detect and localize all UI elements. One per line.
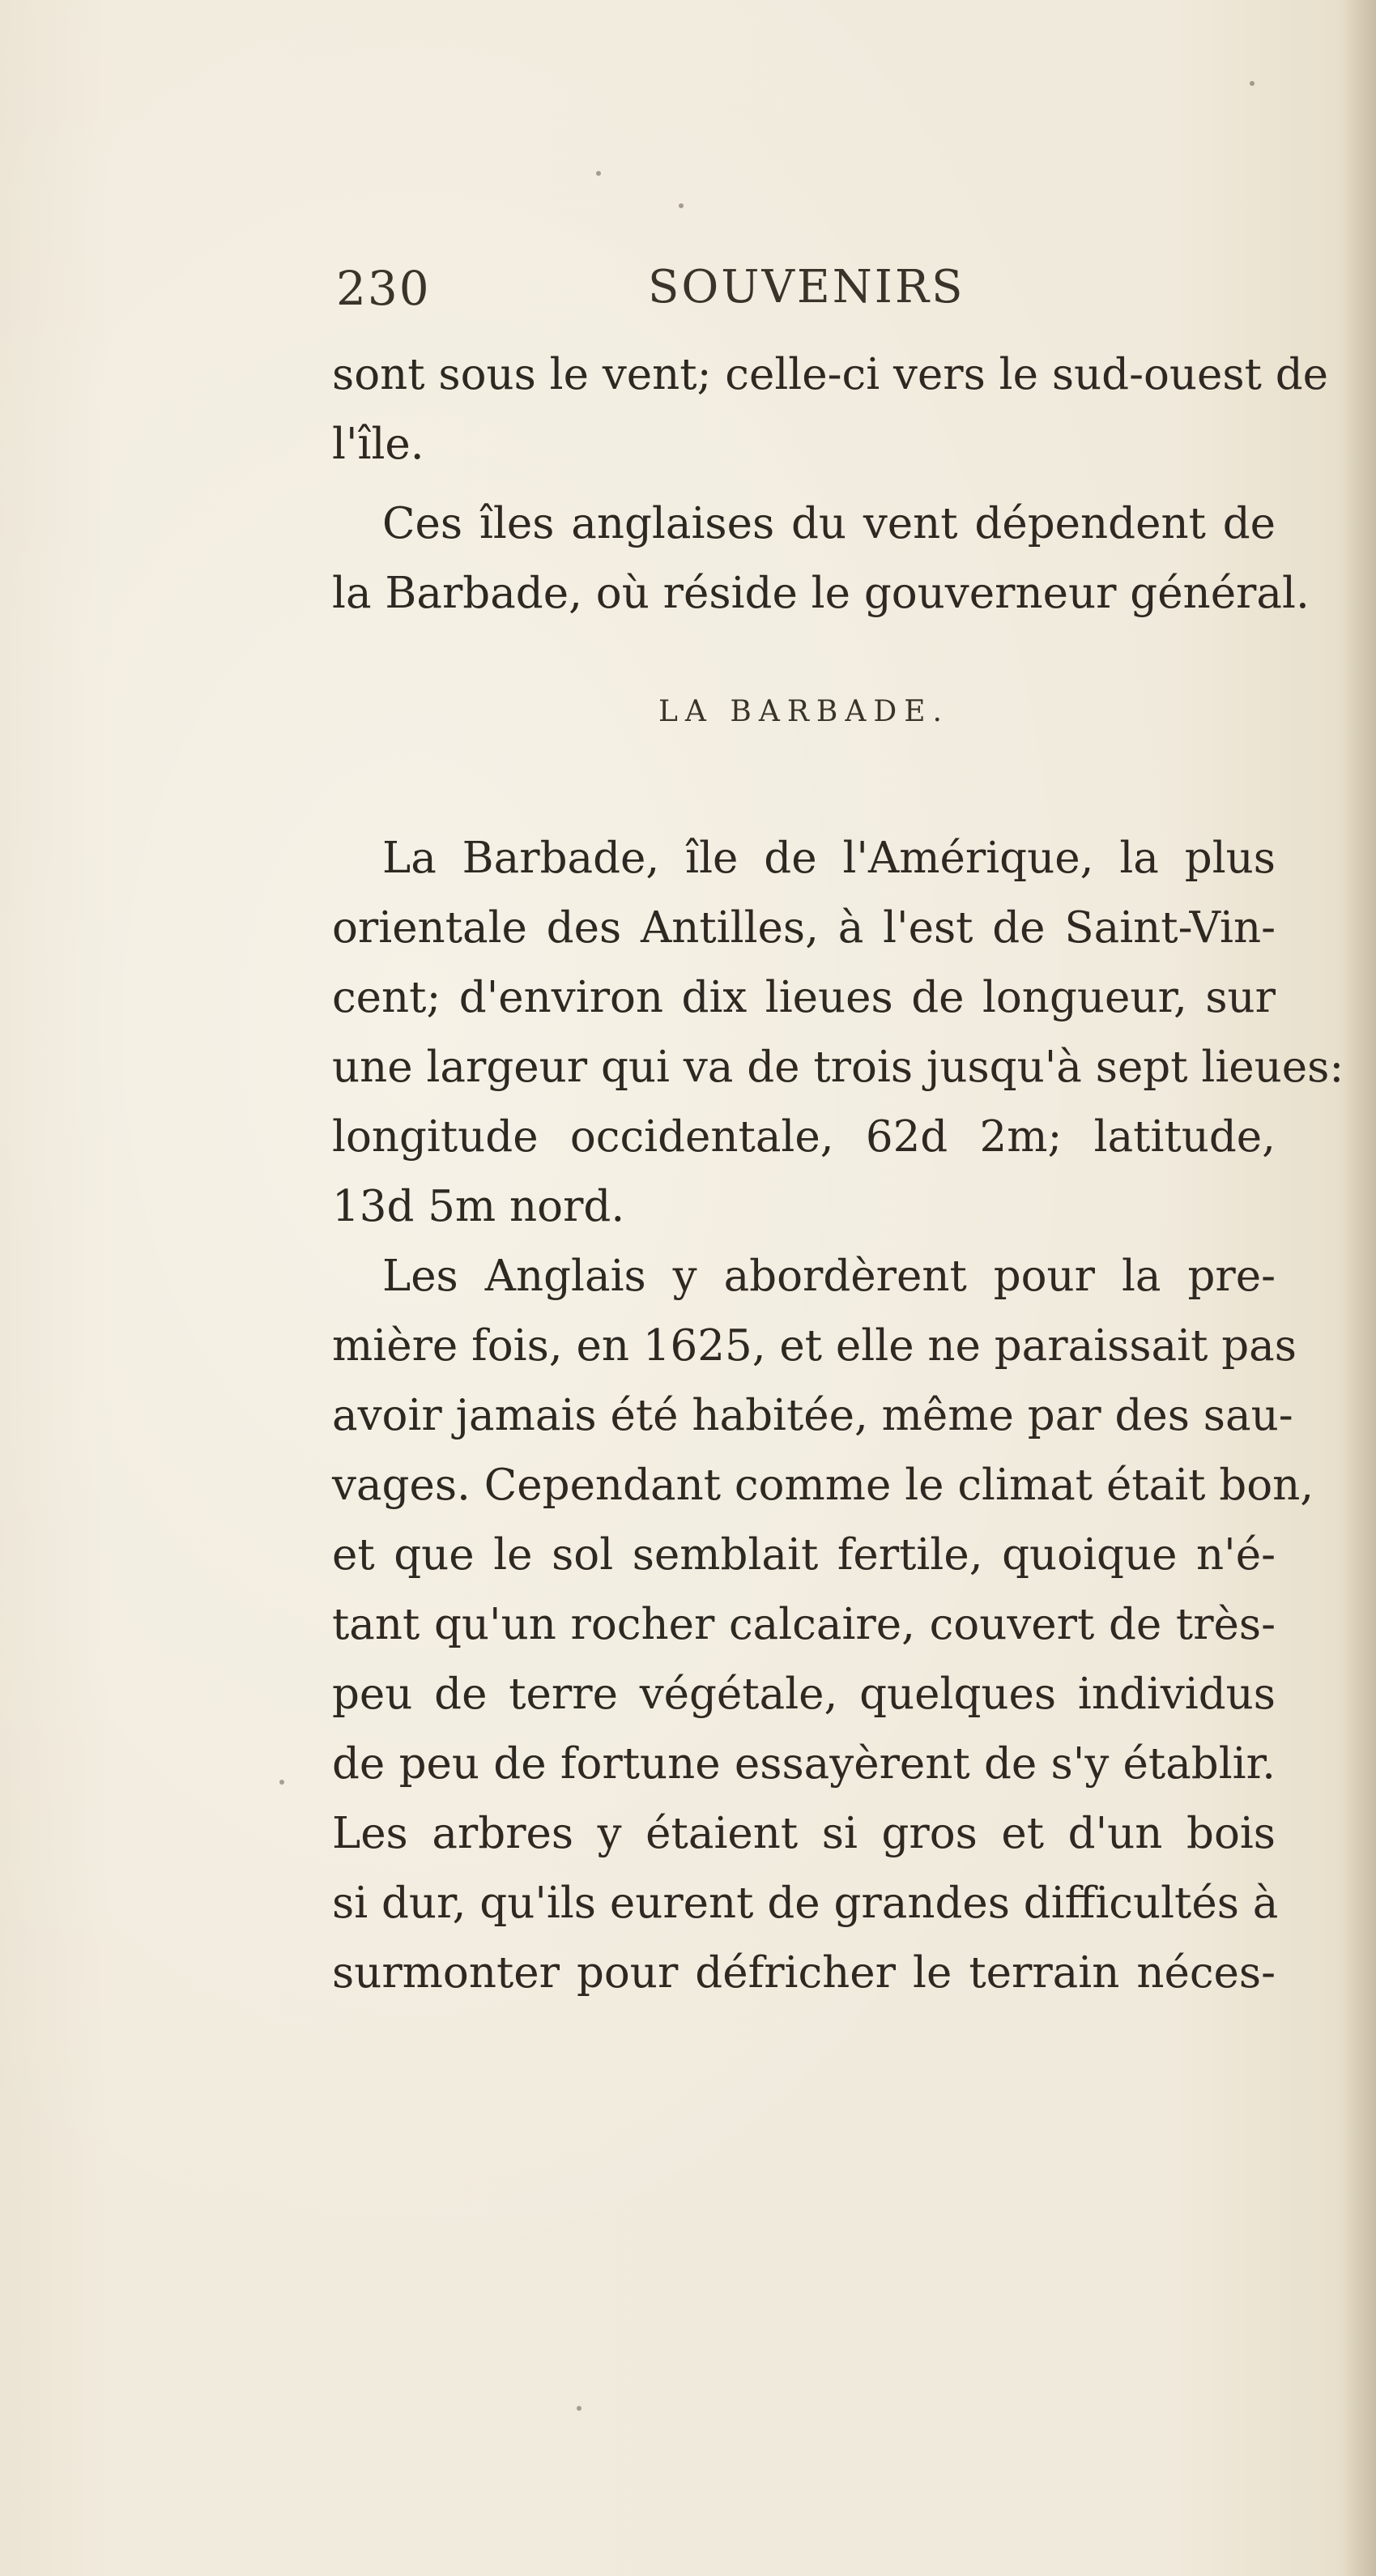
foxing-speck [596, 171, 601, 176]
text-line: si dur, qu'ils eurent de grandes difficultés à [332, 1879, 1279, 1928]
main-text [332, 824, 1344, 2008]
page-edge-shadow [1344, 0, 1376, 2576]
text-line: l'île. [332, 420, 424, 469]
text-line: tant qu'un rocher calcaire, couvert de très- [332, 1600, 1276, 1649]
text-line: de peu de fortune essayèrent de s'y établir. [332, 1739, 1276, 1789]
running-head [320, 261, 1267, 326]
text-line: cent; d'environ dix lieues de longueur, sur [332, 973, 1276, 1022]
text-line: longitude occidentale, 62d 2m; latitude, [332, 1112, 1276, 1162]
text-line: vages. Cependant comme le climat était bon, [332, 1461, 1314, 1510]
section-heading: LA BARBADE. [658, 695, 949, 728]
text-line: Les Anglais y abordèrent pour la pre- [382, 1252, 1276, 1301]
running-title: SOUVENIRS [648, 261, 965, 313]
opening-text [332, 340, 1329, 629]
text-line: Ces îles anglaises du vent dépendent de [382, 499, 1276, 548]
foxing-speck [679, 203, 684, 208]
text-line: et que le sol semblait fertile, quoique n'é- [332, 1530, 1276, 1580]
foxing-speck [1250, 81, 1255, 86]
foxing-speck [279, 1780, 284, 1785]
text-line: surmonter pour défricher le terrain néces- [332, 1948, 1276, 1998]
text-line: orientale des Antilles, à l'est de Saint-Vin- [332, 903, 1276, 953]
text-line: mière fois, en 1625, et elle ne paraissait pas [332, 1321, 1297, 1371]
text-line: sont sous le vent; celle-ci vers le sud-ouest de [332, 350, 1329, 399]
text-line: 13d 5m nord. [332, 1182, 625, 1231]
foxing-speck [577, 2406, 581, 2411]
page-number: 230 [336, 261, 431, 316]
text-line: La Barbade, île de l'Amérique, la plus [382, 834, 1276, 883]
text-line: la Barbade, où réside le gouverneur général. [332, 569, 1310, 618]
text-line: avoir jamais été habitée, même par des sau- [332, 1391, 1293, 1440]
text-line: Les arbres y étaient si gros et d'un bois [332, 1809, 1276, 1858]
text-line: une largeur qui va de trois jusqu'à sept lieues: [332, 1043, 1344, 1092]
text-line: peu de terre végétale, quelques individus [332, 1670, 1276, 1719]
